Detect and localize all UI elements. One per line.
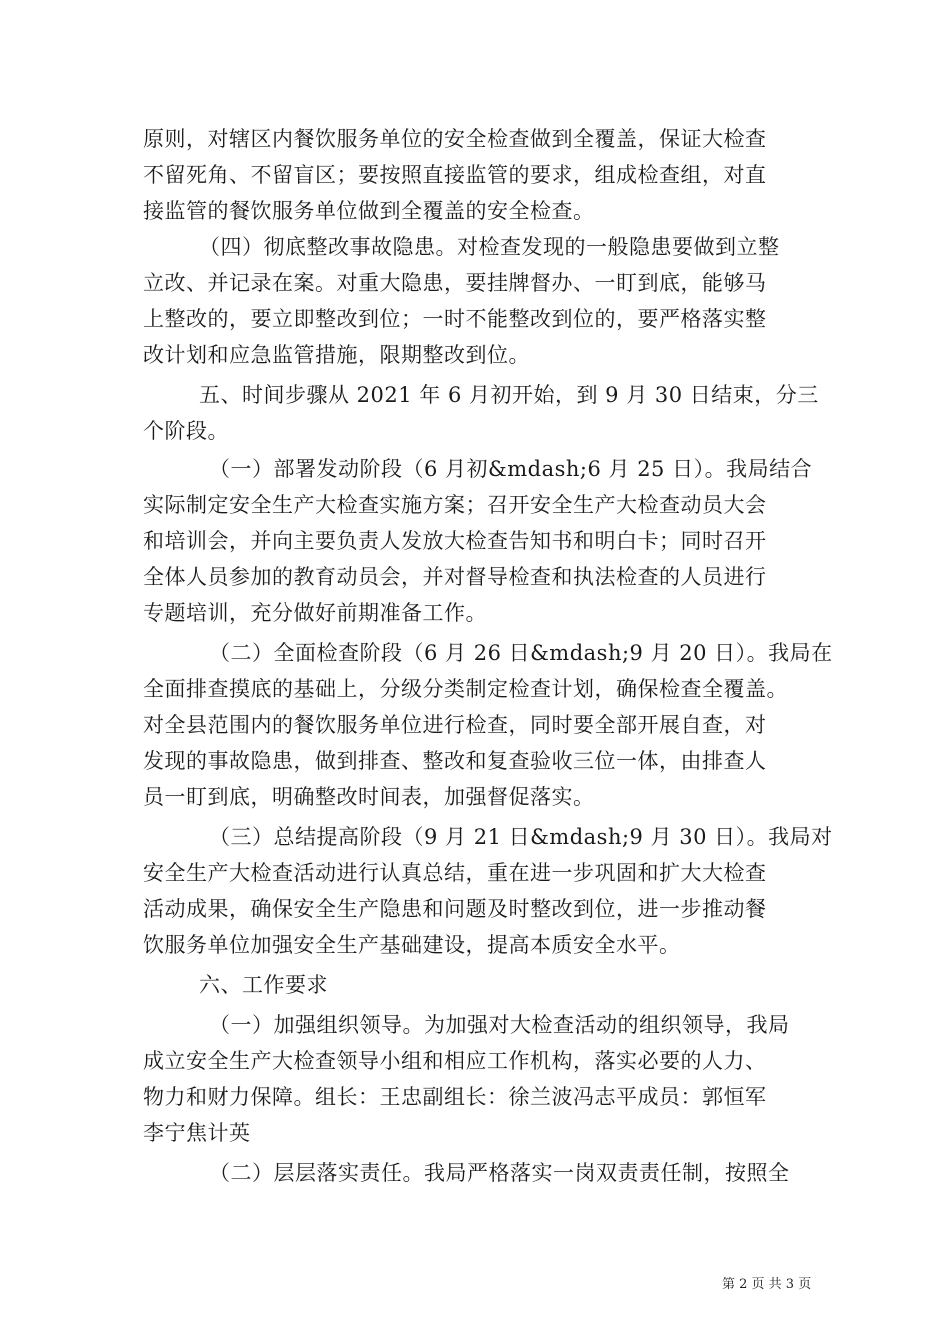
text-line: （二）全面检查阶段（6 月 26 日&mdash;9 月 20 日）。我局在 [209,641,833,665]
text-line: 专题培训，充分做好前期准备工作。 [143,601,487,625]
text-line: 物力和财力保障。组长：王忠副组长：徐兰波冯志平成员：郭恒军 [143,1085,767,1109]
text-line: （二）层层落实责任。我局严格落实一岗双责责任制，按照全 [209,1161,790,1185]
text-line: 上整改的，要立即整改到位；一时不能整改到位的，要严格落实整 [143,307,767,331]
text-line: 五、时间步骤从 2021 年 6 月初开始，到 9 月 30 日结束，分三 [199,383,819,407]
text-line: （三）总结提高阶段（9 月 21 日&mdash;9 月 30 日）。我局对 [209,825,833,849]
text-line: 饮服务单位加强安全生产基础建设，提高本质安全水平。 [143,933,681,957]
text-line: 发现的事故隐患，做到排查、整改和复查验收三位一体，由排查人 [143,749,767,773]
text-line: 改计划和应急监管措施，限期整改到位。 [143,343,530,367]
text-line: 接监管的餐饮服务单位做到全覆盖的安全检查。 [143,199,595,223]
text-line: 六、工作要求 [199,973,328,997]
text-line: 立改、并记录在案。对重大隐患，要挂牌督办、一盯到底，能够马 [143,271,767,295]
text-line: 个阶段。 [143,419,229,443]
text-line: 李宁焦计英 [143,1121,251,1145]
text-line: 成立安全生产大检查领导小组和相应工作机构，落实必要的人力、 [143,1049,767,1073]
text-line: 对全县范围内的餐饮服务单位进行检查，同时要全部开展自查，对 [143,713,767,737]
text-line: 全体人员参加的教育动员会，并对督导检查和执法检查的人员进行 [143,565,767,589]
text-line: 不留死角、不留盲区；要按照直接监管的要求，组成检查组，对直 [143,163,767,187]
text-line: 全面排查摸底的基础上，分级分类制定检查计划，确保检查全覆盖。 [143,677,788,701]
text-line: 和培训会，并向主要负责人发放大检查告知书和明白卡；同时召开 [143,529,767,553]
text-line: 原则，对辖区内餐饮服务单位的安全检查做到全覆盖，保证大检查 [143,127,767,151]
page-number: 第 2 页 共 3 页 [722,1277,812,1292]
text-line: 实际制定安全生产大检查实施方案；召开安全生产大检查动员大会 [143,493,767,517]
text-line: （一）部署发动阶段（6 月初&mdash;6 月 25 日）。我局结合 [209,457,813,481]
text-line: （四）彻底整改事故隐患。对检查发现的一般隐患要做到立整 [199,235,780,259]
text-line: （一）加强组织领导。为加强对大检查活动的组织领导，我局 [209,1013,790,1037]
text-line: 活动成果，确保安全生产隐患和问题及时整改到位，进一步推动餐 [143,897,767,921]
text-line: 员一盯到底，明确整改时间表，加强督促落实。 [143,785,595,809]
text-line: 安全生产大检查活动进行认真总结，重在进一步巩固和扩大大检查 [143,861,767,885]
